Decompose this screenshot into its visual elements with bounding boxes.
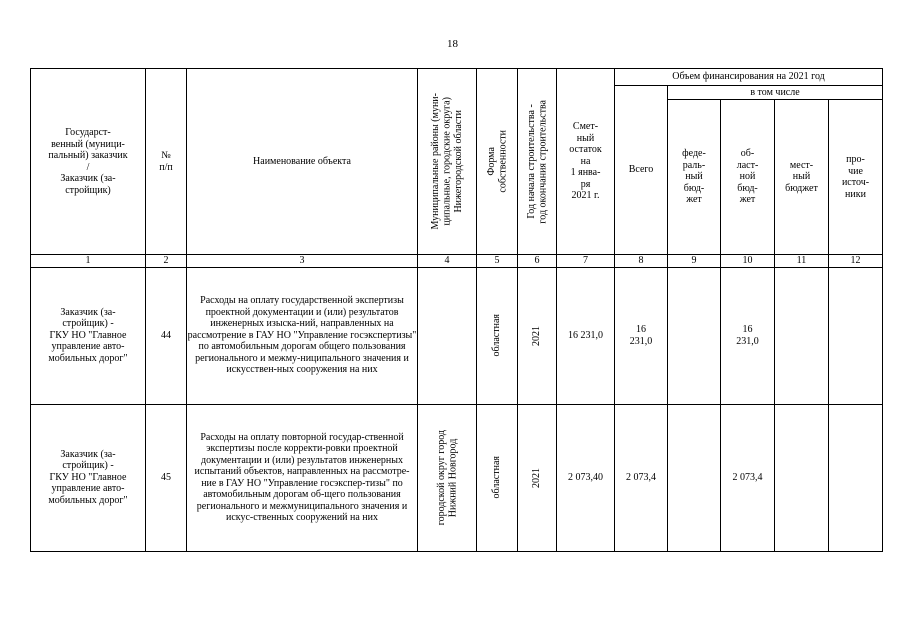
- col-number: 2: [146, 255, 187, 268]
- header-ownership-text: Форма собственности: [485, 130, 508, 193]
- row-object-name: Расходы на оплату государственной экспертизы проектной документации и (или) результатов инженерных изыска-ний, направленных на рассмотрение в ГАУ НО "Управление госэкспертизы" по автомобильным дорогам общего пользования регионального и межму-ниципального значения и искусствен-ных сооружения на них: [187, 267, 418, 404]
- row-local: [775, 404, 829, 551]
- row-ownership: [477, 404, 518, 551]
- row-num: 44: [146, 267, 187, 404]
- row-num: 45: [146, 404, 187, 551]
- row-local: [775, 267, 829, 404]
- row-regional: 2 073,4: [721, 404, 775, 551]
- header-ownership: [477, 69, 518, 255]
- col-number: 1: [31, 255, 146, 268]
- row-district-text: городской округ город Нижний Новгород: [435, 429, 458, 526]
- col-number: 7: [557, 255, 615, 268]
- row-years-text: 2021: [531, 325, 543, 346]
- row-federal: [668, 267, 721, 404]
- row-years: [518, 404, 557, 551]
- header-customer: Государст- венный (муници- пальный) заказчик / Заказчик (за- стройщик): [31, 69, 146, 255]
- header-districts: [418, 69, 477, 255]
- col-number: 12: [829, 255, 883, 268]
- col-number: 6: [518, 255, 557, 268]
- row-total: 2 073,4: [615, 404, 668, 551]
- header-years-text: Год начала строительства - год окончания строительства: [525, 99, 548, 224]
- table-row: [31, 267, 883, 404]
- row-total: 16 231,0: [615, 267, 668, 404]
- row-ownership-text: областная: [491, 314, 503, 357]
- row-years-text: 2021: [531, 467, 543, 488]
- header-estimate: Смет- ный остаток на 1 янва- ря 2021 г.: [557, 69, 615, 255]
- col-number: 4: [418, 255, 477, 268]
- col-number: 8: [615, 255, 668, 268]
- row-estimate: 2 073,40: [557, 404, 615, 551]
- row-district: [418, 267, 477, 404]
- row-estimate: 16 231,0: [557, 267, 615, 404]
- col-number: 9: [668, 255, 721, 268]
- row-district: [418, 404, 477, 551]
- row-other: [829, 404, 883, 551]
- page-number: 18: [447, 38, 458, 50]
- header-federal: феде- раль- ный бюд- жет: [668, 100, 721, 255]
- header-including: в том числе: [668, 86, 883, 100]
- header-other: про- чие источ- ники: [829, 100, 883, 255]
- row-years: [518, 267, 557, 404]
- header-funding: Объем финансирования на 2021 год: [615, 69, 883, 86]
- table-row: [31, 404, 883, 551]
- row-other: [829, 267, 883, 404]
- header-regional: об- ласт- ной бюд- жет: [721, 100, 775, 255]
- header-object-name: Наименование объекта: [187, 69, 418, 255]
- row-ownership-text: областная: [491, 456, 503, 499]
- financing-table: [30, 68, 883, 552]
- col-number: 11: [775, 255, 829, 268]
- header-years: [518, 69, 557, 255]
- row-customer: Заказчик (за- стройщик) - ГКУ НО "Главное управление авто- мобильных дорог": [31, 267, 146, 404]
- header-local: мест- ный бюджет: [775, 100, 829, 255]
- col-number: 5: [477, 255, 518, 268]
- row-object-name: Расходы на оплату повторной государ-ственной экспертизы после корректи-ровки проектной документации и (или) результатов инженерных испытаний объектов, направленных на рассмотре-ние в ГАУ НО "Управление госэкспер-тизы" по автомобильным дорогам об-щего пользования регионального и межмуниципального значения и искус-ственных сооружений на них: [187, 404, 418, 551]
- header-districts-text: Муниципальные районы (муни- ципальные, городские округа) Нижегородской области: [429, 93, 464, 230]
- row-customer: Заказчик (за- стройщик) - ГКУ НО "Главное управление авто- мобильных дорог": [31, 404, 146, 551]
- row-federal: [668, 404, 721, 551]
- row-ownership: [477, 267, 518, 404]
- header-total: Всего: [615, 86, 668, 255]
- col-number: 3: [187, 255, 418, 268]
- row-regional: 16 231,0: [721, 267, 775, 404]
- col-number: 10: [721, 255, 775, 268]
- header-num: № п/п: [146, 69, 187, 255]
